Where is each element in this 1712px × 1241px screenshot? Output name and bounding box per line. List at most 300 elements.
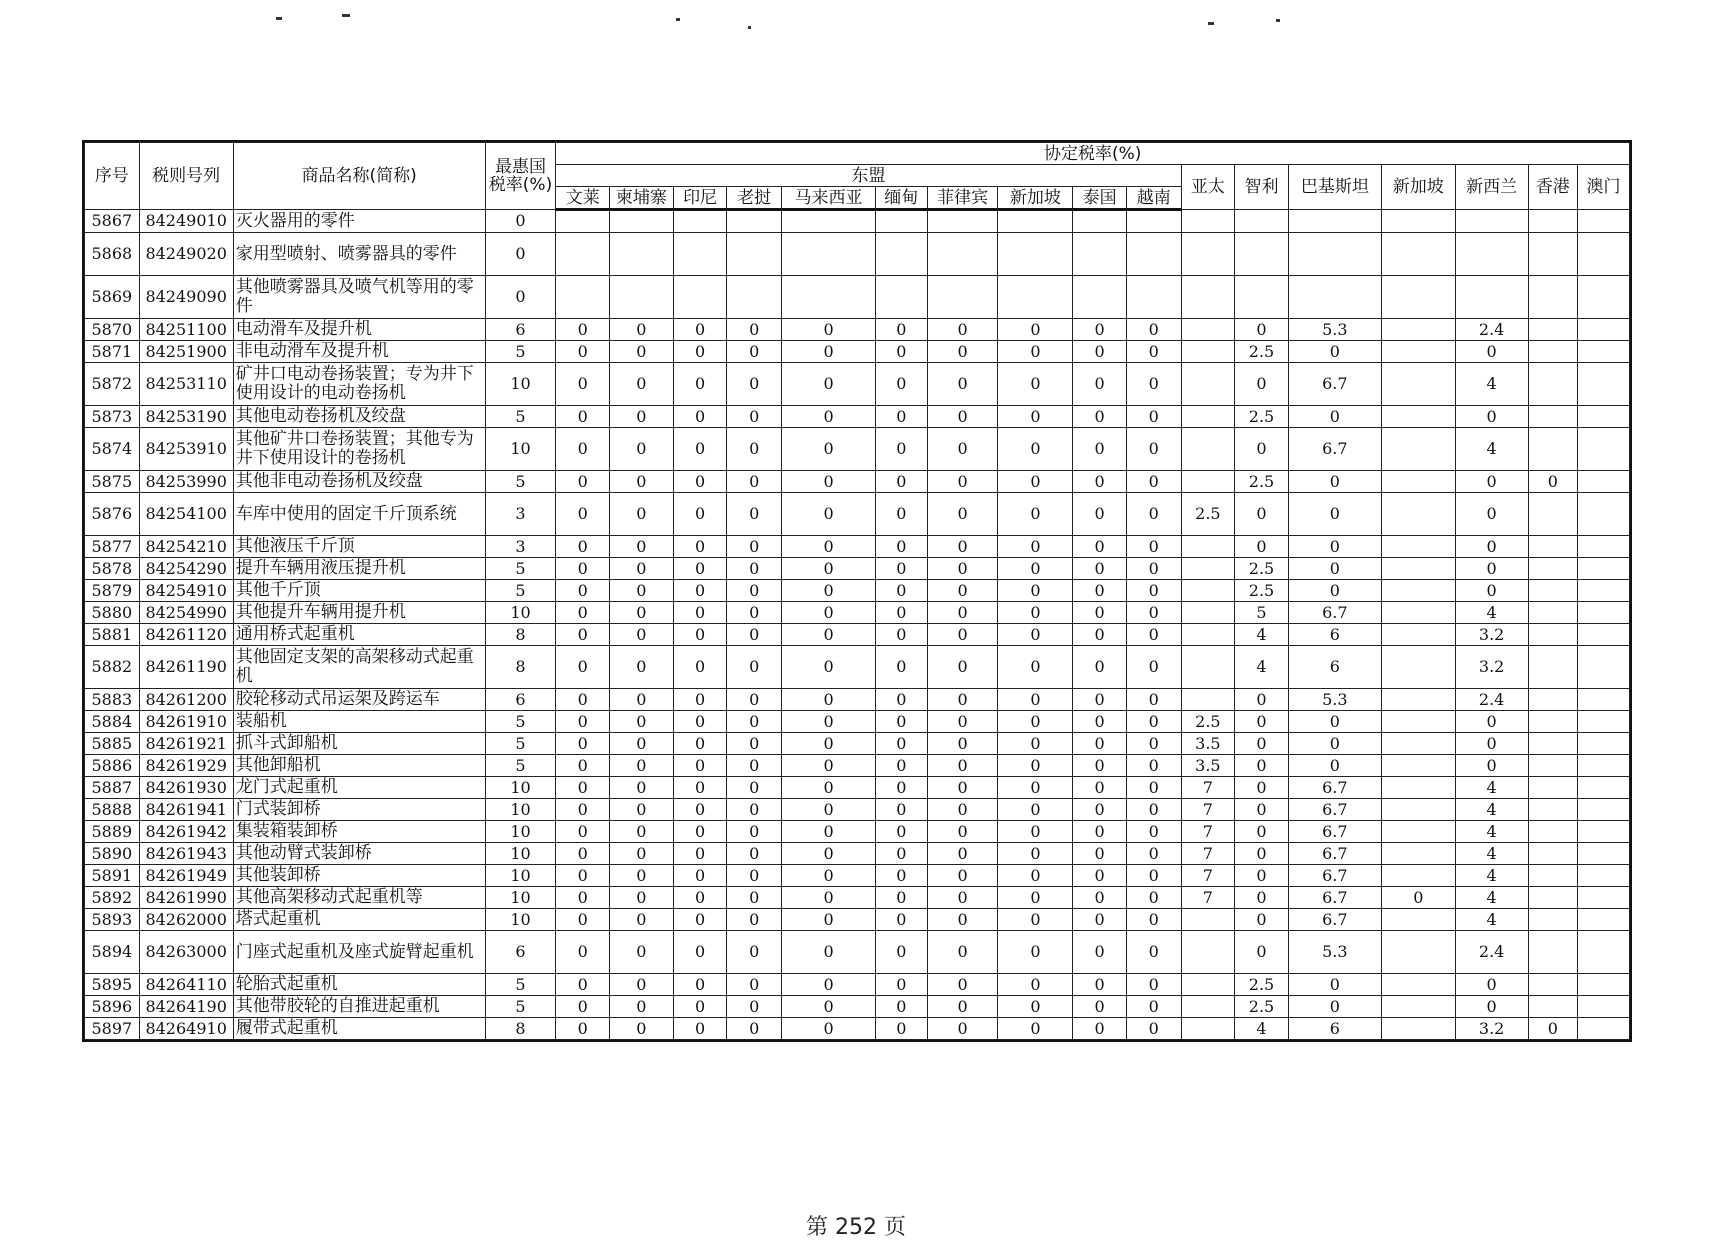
cell-name: 其他带胶轮的自推进起重机 (233, 996, 485, 1018)
cell-asean-rate: 0 (556, 602, 610, 624)
cell-seq: 5888 (85, 799, 140, 821)
cell-asean-rate: 0 (998, 821, 1073, 843)
cell-code: 84261942 (139, 821, 233, 843)
cell-asean-rate: 0 (927, 799, 998, 821)
cell-agreement-rate (1578, 733, 1630, 755)
cell-asean-rate: 0 (927, 909, 998, 931)
cell-agreement-rate: 6.7 (1288, 843, 1381, 865)
cell-name: 其他液压千斤顶 (233, 536, 485, 558)
cell-asean-rate: 0 (876, 624, 928, 646)
cell-agreement-rate: 4 (1455, 428, 1528, 471)
cell-agreement-rate: 2.4 (1455, 689, 1528, 711)
table-row (85, 233, 1630, 276)
cell-agreement-rate: 0 (1235, 363, 1289, 406)
table-row (85, 689, 1630, 711)
cell-asean-rate: 0 (782, 865, 876, 887)
cell-asean-rate: 0 (1126, 799, 1181, 821)
cell-asean-rate: 0 (927, 558, 998, 580)
cell-agreement-rate (1578, 471, 1630, 493)
cell-asean-rate (998, 210, 1073, 233)
cell-asean-rate: 0 (1126, 602, 1181, 624)
cell-name: 通用桥式起重机 (233, 624, 485, 646)
cell-asean-rate: 0 (1073, 711, 1127, 733)
cell-agreement-rate (1578, 580, 1630, 602)
cell-asean-rate: 0 (727, 689, 782, 711)
header-other-col: 智利 (1235, 165, 1289, 210)
cell-asean-rate: 0 (610, 428, 674, 471)
cell-asean-rate: 0 (1126, 536, 1181, 558)
cell-asean-rate: 0 (673, 996, 727, 1018)
tariff-table (84, 142, 1630, 1040)
cell-name: 提升车辆用液压提升机 (233, 558, 485, 580)
cell-asean-rate (876, 276, 928, 319)
cell-asean-rate: 0 (1126, 624, 1181, 646)
cell-agreement-rate (1578, 887, 1630, 909)
cell-name: 其他电动卷扬机及绞盘 (233, 406, 485, 428)
cell-agreement-rate (1528, 777, 1578, 799)
cell-asean-rate: 0 (673, 428, 727, 471)
cell-name: 其他高架移动式起重机等 (233, 887, 485, 909)
cell-mfn: 3 (485, 536, 556, 558)
cell-asean-rate: 0 (556, 909, 610, 931)
cell-agreement-rate (1235, 233, 1289, 276)
cell-agreement-rate: 7 (1181, 865, 1235, 887)
cell-agreement-rate: 2.5 (1181, 493, 1235, 536)
cell-mfn: 0 (485, 276, 556, 319)
cell-agreement-rate: 0 (1455, 471, 1528, 493)
cell-asean-rate: 0 (1126, 887, 1181, 909)
cell-asean-rate: 0 (782, 602, 876, 624)
header-other-col: 新加坡 (1381, 165, 1455, 210)
cell-code: 84251900 (139, 341, 233, 363)
cell-agreement-rate: 0 (1235, 821, 1289, 843)
cell-agreement-rate (1528, 733, 1578, 755)
cell-asean-rate: 0 (610, 319, 674, 341)
cell-agreement-rate (1578, 711, 1630, 733)
cell-asean-rate: 0 (610, 341, 674, 363)
cell-asean-rate: 0 (998, 536, 1073, 558)
cell-asean-rate (782, 276, 876, 319)
cell-asean-rate: 0 (610, 996, 674, 1018)
cell-asean-rate (782, 210, 876, 233)
cell-agreement-rate (1528, 363, 1578, 406)
cell-asean-rate: 0 (1073, 974, 1127, 996)
cell-asean-rate: 0 (998, 406, 1073, 428)
cell-seq: 5892 (85, 887, 140, 909)
cell-asean-rate: 0 (927, 624, 998, 646)
cell-asean-rate: 0 (610, 493, 674, 536)
header-asean-member: 泰国 (1073, 187, 1127, 210)
cell-agreement-rate (1181, 428, 1235, 471)
cell-name: 其他喷雾器具及喷气机等用的零件 (233, 276, 485, 319)
cell-agreement-rate (1381, 689, 1455, 711)
table-row (85, 755, 1630, 777)
cell-agreement-rate (1381, 624, 1455, 646)
table-row (85, 887, 1630, 909)
cell-asean-rate: 0 (927, 428, 998, 471)
cell-asean-rate: 0 (1126, 580, 1181, 602)
cell-seq: 5875 (85, 471, 140, 493)
cell-asean-rate: 0 (556, 341, 610, 363)
cell-asean-rate: 0 (876, 363, 928, 406)
cell-asean-rate (727, 210, 782, 233)
cell-agreement-rate (1528, 210, 1578, 233)
cell-asean-rate: 0 (927, 493, 998, 536)
cell-seq: 5881 (85, 624, 140, 646)
cell-agreement-rate (1528, 536, 1578, 558)
cell-code: 84264190 (139, 996, 233, 1018)
cell-agreement-rate: 3.2 (1455, 1018, 1528, 1040)
cell-asean-rate: 0 (998, 931, 1073, 974)
cell-asean-rate: 0 (998, 909, 1073, 931)
cell-agreement-rate (1181, 602, 1235, 624)
cell-asean-rate: 0 (556, 974, 610, 996)
cell-agreement-rate: 0 (1235, 428, 1289, 471)
table-row (85, 865, 1630, 887)
cell-code: 84251100 (139, 319, 233, 341)
cell-asean-rate: 0 (782, 733, 876, 755)
cell-agreement-rate (1181, 536, 1235, 558)
cell-seq: 5891 (85, 865, 140, 887)
cell-asean-rate: 0 (876, 471, 928, 493)
cell-asean-rate: 0 (556, 711, 610, 733)
cell-asean-rate: 0 (1126, 406, 1181, 428)
cell-seq: 5889 (85, 821, 140, 843)
cell-agreement-rate: 2.5 (1235, 341, 1289, 363)
cell-asean-rate: 0 (1073, 471, 1127, 493)
table-row (85, 471, 1630, 493)
cell-agreement-rate (1181, 909, 1235, 931)
cell-asean-rate: 0 (727, 755, 782, 777)
cell-asean-rate: 0 (1126, 931, 1181, 974)
cell-asean-rate: 0 (556, 558, 610, 580)
cell-asean-rate: 0 (876, 580, 928, 602)
cell-name: 胶轮移动式吊运架及跨运车 (233, 689, 485, 711)
cell-agreement-rate (1528, 887, 1578, 909)
cell-asean-rate: 0 (556, 689, 610, 711)
cell-asean-rate: 0 (876, 646, 928, 689)
cell-agreement-rate: 7 (1181, 777, 1235, 799)
cell-agreement-rate (1181, 931, 1235, 974)
cell-asean-rate: 0 (556, 319, 610, 341)
cell-code: 84261990 (139, 887, 233, 909)
page-number: 第 252 页 (806, 1215, 906, 1240)
cell-mfn: 5 (485, 406, 556, 428)
cell-asean-rate: 0 (610, 558, 674, 580)
cell-asean-rate: 0 (998, 428, 1073, 471)
cell-agreement-rate: 2.5 (1235, 406, 1289, 428)
cell-asean-rate: 0 (998, 996, 1073, 1018)
cell-asean-rate: 0 (876, 319, 928, 341)
cell-agreement-rate: 7 (1181, 843, 1235, 865)
cell-name: 抓斗式卸船机 (233, 733, 485, 755)
header-asean-member: 文莱 (556, 187, 610, 210)
cell-agreement-rate: 0 (1455, 711, 1528, 733)
cell-agreement-rate: 5.3 (1288, 319, 1381, 341)
cell-name: 家用型喷射、喷雾器具的零件 (233, 233, 485, 276)
cell-agreement-rate: 2.5 (1235, 580, 1289, 602)
table-row (85, 909, 1630, 931)
cell-code: 84254910 (139, 580, 233, 602)
cell-agreement-rate (1528, 341, 1578, 363)
cell-asean-rate: 0 (556, 428, 610, 471)
cell-asean-rate: 0 (782, 689, 876, 711)
table-row (85, 558, 1630, 580)
cell-agreement-rate: 6 (1288, 624, 1381, 646)
cell-seq: 5867 (85, 210, 140, 233)
cell-name: 其他提升车辆用提升机 (233, 602, 485, 624)
cell-asean-rate: 0 (610, 406, 674, 428)
cell-code: 84261200 (139, 689, 233, 711)
cell-agreement-rate: 0 (1235, 733, 1289, 755)
cell-mfn: 8 (485, 1018, 556, 1040)
cell-asean-rate: 0 (673, 536, 727, 558)
cell-agreement-rate: 6.7 (1288, 909, 1381, 931)
cell-asean-rate: 0 (782, 931, 876, 974)
cell-mfn: 10 (485, 363, 556, 406)
cell-asean-rate: 0 (1073, 996, 1127, 1018)
cell-agreement-rate (1381, 471, 1455, 493)
cell-asean-rate: 0 (610, 865, 674, 887)
cell-asean-rate: 0 (727, 558, 782, 580)
cell-agreement-rate (1455, 210, 1528, 233)
cell-asean-rate: 0 (876, 931, 928, 974)
cell-agreement-rate (1381, 363, 1455, 406)
cell-agreement-rate: 2.5 (1235, 974, 1289, 996)
header-asean-member: 菲律宾 (927, 187, 998, 210)
table-row (85, 580, 1630, 602)
table-row (85, 996, 1630, 1018)
cell-mfn: 0 (485, 233, 556, 276)
cell-asean-rate: 0 (782, 319, 876, 341)
cell-seq: 5868 (85, 233, 140, 276)
cell-agreement-rate: 0 (1288, 406, 1381, 428)
cell-asean-rate: 0 (876, 536, 928, 558)
cell-asean-rate: 0 (782, 624, 876, 646)
cell-agreement-rate: 0 (1235, 843, 1289, 865)
cell-asean-rate: 0 (610, 580, 674, 602)
cell-asean-rate (727, 276, 782, 319)
cell-agreement-rate: 0 (1235, 755, 1289, 777)
cell-asean-rate: 0 (1073, 624, 1127, 646)
cell-agreement-rate: 0 (1528, 471, 1578, 493)
cell-asean-rate (998, 233, 1073, 276)
cell-seq: 5879 (85, 580, 140, 602)
cell-seq: 5886 (85, 755, 140, 777)
cell-asean-rate: 0 (727, 406, 782, 428)
cell-asean-rate: 0 (782, 1018, 876, 1040)
cell-code: 84264910 (139, 1018, 233, 1040)
cell-asean-rate: 0 (876, 799, 928, 821)
cell-asean-rate (927, 276, 998, 319)
cell-agreement-rate (1578, 428, 1630, 471)
cell-asean-rate: 0 (782, 799, 876, 821)
cell-asean-rate: 0 (876, 1018, 928, 1040)
cell-agreement-rate: 6.7 (1288, 799, 1381, 821)
cell-asean-rate: 0 (998, 843, 1073, 865)
cell-agreement-rate (1181, 276, 1235, 319)
cell-agreement-rate: 2.4 (1455, 319, 1528, 341)
cell-asean-rate: 0 (998, 755, 1073, 777)
cell-asean-rate: 0 (556, 755, 610, 777)
cell-agreement-rate (1181, 974, 1235, 996)
table-row (85, 363, 1630, 406)
cell-code: 84249010 (139, 210, 233, 233)
header-other-col: 澳门 (1578, 165, 1630, 210)
cell-asean-rate: 0 (727, 909, 782, 931)
cell-agreement-rate (1381, 580, 1455, 602)
cell-asean-rate: 0 (927, 536, 998, 558)
cell-name: 车库中使用的固定千斤顶系统 (233, 493, 485, 536)
cell-mfn: 6 (485, 689, 556, 711)
cell-agreement-rate (1455, 233, 1528, 276)
table-row (85, 276, 1630, 319)
cell-agreement-rate (1381, 210, 1455, 233)
cell-agreement-rate: 6.7 (1288, 428, 1381, 471)
cell-agreement-rate (1528, 821, 1578, 843)
cell-asean-rate: 0 (998, 777, 1073, 799)
cell-agreement-rate (1181, 689, 1235, 711)
cell-name: 矿井口电动卷扬装置；专为井下使用设计的电动卷扬机 (233, 363, 485, 406)
cell-agreement-rate (1578, 319, 1630, 341)
cell-asean-rate: 0 (1073, 733, 1127, 755)
cell-agreement-rate: 0 (1288, 471, 1381, 493)
cell-asean-rate: 0 (876, 865, 928, 887)
cell-code: 84254290 (139, 558, 233, 580)
cell-agreement-rate (1381, 1018, 1455, 1040)
cell-agreement-rate (1578, 210, 1630, 233)
cell-asean-rate: 0 (727, 341, 782, 363)
cell-asean-rate: 0 (610, 602, 674, 624)
cell-agreement-rate: 2.5 (1181, 711, 1235, 733)
cell-agreement-rate (1578, 799, 1630, 821)
cell-agreement-rate: 0 (1455, 755, 1528, 777)
cell-code: 84253190 (139, 406, 233, 428)
cell-agreement-rate (1181, 363, 1235, 406)
cell-code: 84263000 (139, 931, 233, 974)
cell-asean-rate: 0 (927, 974, 998, 996)
cell-name: 龙门式起重机 (233, 777, 485, 799)
cell-agreement-rate (1381, 276, 1455, 319)
cell-asean-rate: 0 (673, 711, 727, 733)
cell-asean-rate: 0 (727, 711, 782, 733)
cell-agreement-rate (1578, 406, 1630, 428)
cell-asean-rate: 0 (673, 602, 727, 624)
cell-asean-rate: 0 (1126, 909, 1181, 931)
cell-agreement-rate (1578, 536, 1630, 558)
cell-asean-rate (927, 233, 998, 276)
cell-agreement-rate (1181, 996, 1235, 1018)
cell-agreement-rate: 0 (1235, 777, 1289, 799)
cell-asean-rate (673, 210, 727, 233)
header-asean: 东盟 (556, 165, 1181, 187)
cell-agreement-rate: 0 (1455, 558, 1528, 580)
cell-agreement-rate: 6.7 (1288, 865, 1381, 887)
cell-asean-rate: 0 (782, 428, 876, 471)
cell-agreement-rate: 0 (1288, 580, 1381, 602)
cell-asean-rate: 0 (927, 406, 998, 428)
header-other-col: 巴基斯坦 (1288, 165, 1381, 210)
cell-asean-rate: 0 (610, 821, 674, 843)
cell-agreement-rate (1381, 341, 1455, 363)
cell-asean-rate: 0 (998, 711, 1073, 733)
cell-asean-rate: 0 (927, 341, 998, 363)
cell-asean-rate: 0 (927, 887, 998, 909)
cell-agreement-rate (1288, 233, 1381, 276)
cell-agreement-rate (1181, 558, 1235, 580)
cell-agreement-rate (1528, 755, 1578, 777)
cell-asean-rate: 0 (673, 471, 727, 493)
cell-asean-rate: 0 (998, 363, 1073, 406)
cell-seq: 5874 (85, 428, 140, 471)
cell-asean-rate: 0 (1126, 974, 1181, 996)
cell-agreement-rate: 0 (1455, 536, 1528, 558)
table-body (85, 210, 1630, 1040)
cell-asean-rate: 0 (727, 843, 782, 865)
cell-asean-rate: 0 (1073, 865, 1127, 887)
cell-asean-rate: 0 (1073, 1018, 1127, 1040)
cell-asean-rate: 0 (927, 319, 998, 341)
cell-asean-rate: 0 (1126, 843, 1181, 865)
cell-agreement-rate: 4 (1235, 624, 1289, 646)
cell-asean-rate (1073, 210, 1127, 233)
cell-asean-rate: 0 (673, 319, 727, 341)
header-agreement: 协定税率(%) (556, 143, 1630, 165)
cell-mfn: 5 (485, 471, 556, 493)
cell-asean-rate: 0 (998, 493, 1073, 536)
cell-asean-rate: 0 (673, 363, 727, 406)
cell-asean-rate: 0 (1126, 821, 1181, 843)
cell-agreement-rate: 0 (1288, 711, 1381, 733)
cell-mfn: 10 (485, 887, 556, 909)
cell-mfn: 10 (485, 865, 556, 887)
cell-seq: 5869 (85, 276, 140, 319)
cell-agreement-rate (1578, 363, 1630, 406)
cell-asean-rate: 0 (927, 777, 998, 799)
cell-asean-rate: 0 (782, 821, 876, 843)
cell-agreement-rate (1288, 276, 1381, 319)
cell-seq: 5882 (85, 646, 140, 689)
cell-asean-rate (673, 276, 727, 319)
cell-asean-rate: 0 (876, 406, 928, 428)
cell-agreement-rate: 0 (1455, 996, 1528, 1018)
cell-agreement-rate (1528, 689, 1578, 711)
cell-mfn: 10 (485, 821, 556, 843)
cell-agreement-rate (1181, 210, 1235, 233)
cell-agreement-rate (1381, 646, 1455, 689)
cell-agreement-rate (1381, 406, 1455, 428)
cell-asean-rate: 0 (673, 799, 727, 821)
cell-agreement-rate (1578, 624, 1630, 646)
cell-asean-rate: 0 (876, 821, 928, 843)
cell-agreement-rate: 6.7 (1288, 363, 1381, 406)
cell-asean-rate: 0 (610, 887, 674, 909)
cell-asean-rate: 0 (1073, 843, 1127, 865)
cell-asean-rate: 0 (876, 777, 928, 799)
cell-asean-rate: 0 (1126, 1018, 1181, 1040)
cell-agreement-rate: 0 (1455, 733, 1528, 755)
cell-name: 其他动臂式装卸桥 (233, 843, 485, 865)
cell-agreement-rate (1381, 974, 1455, 996)
cell-agreement-rate (1578, 646, 1630, 689)
cell-agreement-rate: 2.5 (1235, 996, 1289, 1018)
cell-name: 门座式起重机及座式旋臂起重机 (233, 931, 485, 974)
cell-asean-rate: 0 (1073, 536, 1127, 558)
cell-asean-rate (1073, 233, 1127, 276)
cell-code: 84253990 (139, 471, 233, 493)
cell-agreement-rate: 6 (1288, 1018, 1381, 1040)
table-row (85, 1018, 1630, 1040)
